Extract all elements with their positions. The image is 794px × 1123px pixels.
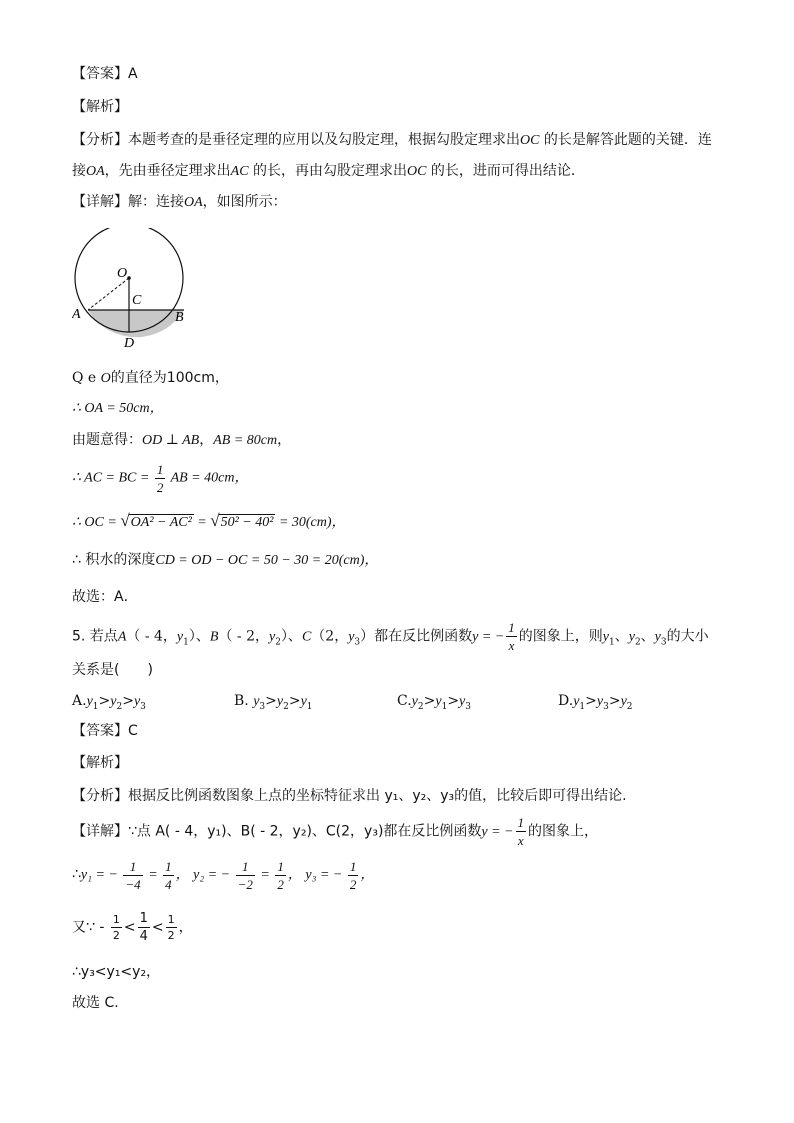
fraction (275, 860, 286, 891)
step-text: CD = OD − OC = 50 − 30 = 20(cm)， (155, 553, 379, 568)
label-a: A (72, 307, 81, 322)
stem-text: 关系是( ) (72, 662, 153, 678)
stem-text: （ - 2， (218, 628, 269, 645)
step-text: ∴ 积水的深度 (72, 552, 156, 568)
step-text: 由题意得： (72, 432, 142, 448)
stem-text: ）都在反比例函数 (360, 628, 473, 645)
segment-oa: OA (86, 164, 105, 179)
fraction-den: −4 (125, 877, 141, 892)
xiangjie-text: 解：连接 (128, 194, 184, 210)
fraction-num: 1 (156, 462, 164, 477)
stem-text: （2， (311, 628, 349, 645)
fraction (506, 621, 517, 652)
sqrt-content: 50² − 40² (220, 515, 274, 530)
label-b: B (175, 310, 184, 325)
q4-conclusion (72, 587, 138, 607)
fenxi-label: 【分析】 (72, 132, 128, 148)
fraction-num: 1 (349, 859, 357, 874)
option-c: $C.y_2>y_1>y_3$ (397, 693, 471, 712)
segment-oc: OC (407, 164, 427, 179)
calc-text: = (260, 867, 270, 883)
conclusion-text: 故选：A． (72, 589, 138, 605)
point-label: B (209, 629, 219, 645)
function-expr: y = − (481, 824, 514, 840)
q4-answer-line (72, 64, 138, 84)
q4-step5 (72, 510, 346, 534)
option-d: $D.y_1>y_3>y_2$ (558, 693, 633, 712)
q4-step2 (72, 399, 164, 419)
step-text: ∴ OC = (72, 515, 117, 530)
fenxi-text: 的长，进而可得出结论． (430, 163, 585, 179)
fenxi-text: 根据反比例函数图象上点的坐标特征求出 y₁、y₂、y₃的值，比较后即可得出结论. (128, 788, 627, 804)
xiangjie-label: 【详解】 (72, 194, 128, 210)
q4-xiangjie-line (72, 192, 287, 213)
circle-figure (72, 228, 202, 356)
q5-conclusion (72, 993, 119, 1013)
q5-options (72, 691, 712, 711)
fraction (236, 860, 255, 891)
label-c: C (132, 293, 142, 308)
calc-text: y₃ = − (305, 867, 343, 883)
segment-oa: OA (184, 195, 203, 210)
sqrt-content: OA² − AC² (130, 515, 192, 530)
fraction (516, 816, 527, 847)
answer-label: 【答案】 (72, 66, 128, 82)
fraction (155, 463, 166, 494)
fraction-num: 1 (517, 815, 525, 830)
q5-calc-line (72, 860, 374, 891)
q4-step1 (72, 368, 229, 389)
option-a: $A.y_1>y_2>y_3$ (72, 693, 146, 712)
fraction-num: 1 (508, 620, 515, 635)
compare-text: < (123, 919, 136, 936)
compare-text: 又∵ - (72, 919, 105, 936)
compare-text: ， (178, 919, 193, 936)
calc-text: y₁ = − (80, 867, 118, 883)
option-letter: A. (72, 693, 87, 709)
calc-text: y₂ = − (193, 867, 231, 883)
fraction-den: x (517, 833, 524, 848)
sqrt-icon: √ (210, 511, 220, 530)
calc-text: ， (175, 867, 190, 883)
fraction-den: 2 (112, 929, 120, 942)
fraction-num: 1 (123, 860, 142, 876)
step-text: ∴ AC = BC = (72, 470, 150, 486)
calc-text: ∴ (72, 866, 81, 883)
point-label: C (301, 629, 312, 645)
option-letter: B. (234, 693, 249, 709)
point-label: A (117, 629, 127, 645)
fenxi-label: 【分析】 (72, 788, 128, 804)
step-text: ， (199, 432, 214, 448)
fenxi-text: ，先由垂径定理求出 (104, 163, 231, 179)
fenxi-text: 的长，再由勾股定理求出 (253, 163, 408, 179)
segment-oc: OC (520, 133, 540, 148)
option-letter: C. (397, 693, 412, 709)
fraction (166, 914, 177, 941)
fraction-num: 1 (277, 859, 284, 874)
q5-analysis-heading (72, 753, 128, 773)
analysis-label: 【解析】 (72, 99, 128, 115)
step-text: ∴ OA = 50cm， (72, 401, 164, 416)
q5-stem-line1: 5. 若点A（ - 4，$y_1$）、B（ - 2，$y_2$）、C（2，$y_3$）都在反比例函数y = − $\frac{1}{x}$ 的图象上，则$y_1$、$y_2$、$y_3$的大小 (72, 620, 709, 653)
step-text: = 30(cm)， (278, 515, 346, 530)
q4-step4 (72, 463, 248, 494)
fraction-den: 2 (156, 480, 164, 495)
step-text: AB = 80cm (213, 433, 278, 448)
stem-text: ）、 (188, 628, 210, 645)
step-text: O (100, 371, 111, 386)
option-letter: D. (558, 693, 574, 709)
step-text: ， (277, 432, 292, 448)
segment-ac: AC (230, 164, 249, 179)
fenxi-text: 的长是解答此题的关键．连 (543, 132, 712, 148)
fraction-num: 1 (165, 859, 172, 874)
q5-compare-line (72, 912, 193, 943)
step-text: 的直径为100cm， (110, 370, 229, 386)
fraction-num: 1 (112, 913, 120, 926)
fraction-den: 4 (139, 929, 148, 944)
fraction (348, 860, 359, 891)
stem-text: ）、 (280, 628, 302, 645)
analysis-label: 【解析】 (72, 755, 128, 771)
fraction-den: 4 (165, 877, 172, 892)
fraction-num: 1 (139, 911, 148, 926)
fraction (123, 860, 142, 891)
fraction-num: 1 (236, 860, 255, 876)
fenxi-text: 接 (72, 163, 86, 179)
fraction (138, 912, 150, 943)
q5-xiangjie-line (72, 816, 598, 847)
fraction (111, 914, 122, 941)
fenxi-text: 本题考查的是垂径定理的应用以及勾股定理，根据勾股定理求出 (128, 132, 520, 148)
stem-text: 5. 若点 (72, 628, 118, 645)
stem-text: （ - 4， (126, 628, 177, 645)
q5-fenxi-line (72, 786, 627, 806)
result-text: ∴y₃<y₁<y₂， (72, 964, 161, 980)
option-b: B. $y_3>y_2>y_1$ (234, 693, 313, 712)
fraction-num: 1 (167, 913, 175, 926)
q4-fenxi-line2 (72, 161, 585, 182)
function-expr: y = − (472, 629, 505, 645)
q4-step3 (72, 430, 291, 451)
label-o: O (117, 266, 128, 281)
q4-fenxi-line1 (72, 130, 712, 151)
fraction-den: 2 (277, 877, 284, 892)
step-text: AB = 40cm， (170, 470, 249, 486)
q4-analysis-heading (72, 97, 128, 117)
var-y: y (176, 629, 184, 645)
stem-text: 的图象上，则 (518, 628, 603, 645)
xiangjie-label: 【详解】 (72, 823, 128, 840)
fraction (163, 860, 174, 891)
stem-text: 的大小 (666, 628, 709, 645)
q5-answer-line (72, 721, 138, 741)
conclusion-text: 故选 C. (72, 995, 119, 1011)
step-text: Q e (72, 370, 97, 386)
fraction-den: −2 (237, 877, 253, 892)
answer-value: A (128, 66, 138, 82)
xiangjie-text: ∵点 A( - 4，y₁)、B( - 2，y₂)、C(2，y₃)都在反比例函数 (128, 823, 482, 840)
calc-text: ， (287, 867, 302, 883)
label-d: D (124, 336, 135, 351)
center-point (127, 276, 131, 280)
step-text: = (197, 515, 207, 530)
xiangjie-text: ，如图所示： (202, 194, 287, 210)
q5-result-line (72, 962, 160, 982)
fraction-den: 2 (167, 929, 175, 942)
q4-step6 (72, 550, 378, 571)
sqrt-icon: √ (120, 511, 130, 530)
fraction-den: 2 (349, 877, 357, 892)
dashed-oa (88, 278, 129, 310)
calc-text: = (148, 867, 158, 883)
step-text: OD ⊥ AB (142, 433, 200, 448)
calc-text: ， (360, 867, 375, 883)
answer-value: C (128, 723, 138, 739)
fraction-den: x (508, 638, 515, 653)
compare-text: < (151, 919, 164, 936)
xiangjie-text: 的图象上， (528, 823, 599, 840)
answer-label: 【答案】 (72, 723, 128, 739)
q5-stem-line2 (72, 660, 153, 680)
